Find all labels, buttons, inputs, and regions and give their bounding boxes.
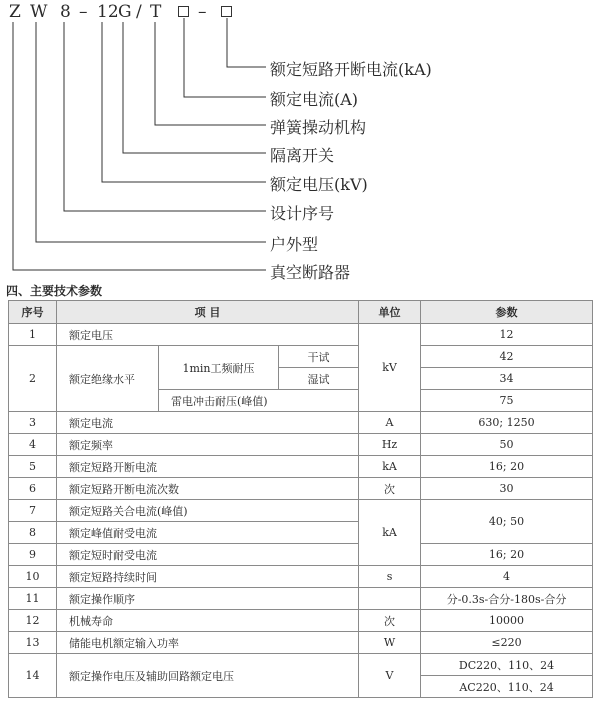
leader-isolator	[123, 22, 266, 153]
cell-no: 14	[9, 654, 57, 698]
cell-no: 9	[9, 544, 57, 566]
table-row	[9, 456, 593, 478]
cell-dry-test: 干试	[279, 346, 359, 368]
cell-item: 额定短路关合电流(峰值)	[57, 500, 359, 522]
table-row	[9, 434, 593, 456]
spec-table	[8, 300, 593, 698]
cell-value: 10000	[421, 610, 593, 632]
table-row	[9, 654, 593, 676]
cell-no: 4	[9, 434, 57, 456]
legend-isolator: 隔离开关	[270, 146, 335, 165]
cell-unit: A	[359, 412, 421, 434]
cell-no: 8	[9, 522, 57, 544]
cell-value: ≤220	[421, 632, 593, 654]
cell-value: AC220、110、24	[421, 676, 593, 698]
cell-no: 12	[9, 610, 57, 632]
table-row	[9, 566, 593, 588]
cell-no: 11	[9, 588, 57, 610]
section-title: 四、主要技术参数	[6, 284, 103, 298]
cell-value: 30	[421, 478, 593, 500]
cell-unit: W	[359, 632, 421, 654]
legend-design-no: 设计序号	[270, 204, 335, 223]
cell-no: 13	[9, 632, 57, 654]
cell-value: 50	[421, 434, 593, 456]
cell-no: 1	[9, 324, 57, 346]
cell-value: 75	[421, 390, 593, 412]
leader-breaking-current	[227, 18, 266, 67]
cell-value: 42	[421, 346, 593, 368]
table-row	[9, 412, 593, 434]
cell-no: 2	[9, 346, 57, 412]
cell-no: 7	[9, 500, 57, 522]
code-w: W	[30, 2, 48, 22]
code-12: 12	[97, 2, 119, 22]
cell-value: 34	[421, 368, 593, 390]
legend-breaking-current: 额定短路开断电流(kA)	[270, 60, 432, 79]
cell-unit: kV	[359, 324, 421, 412]
cell-item: 额定绝缘水平	[57, 346, 159, 412]
cell-unit: 次	[359, 610, 421, 632]
table-header-row	[9, 301, 593, 324]
cell-item: 额定电流	[57, 412, 359, 434]
legend-rated-current: 额定电流(A)	[270, 90, 359, 109]
cell-item: 储能电机额定输入功率	[57, 632, 359, 654]
cell-value: 630; 1250	[421, 412, 593, 434]
cell-item: 额定操作顺序	[57, 588, 359, 610]
table-row	[9, 346, 593, 368]
code-dash-1: –	[79, 2, 88, 22]
cell-no: 3	[9, 412, 57, 434]
cell-item: 额定短路持续时间	[57, 566, 359, 588]
cell-item: 机械寿命	[57, 610, 359, 632]
legend-vacuum-breaker: 真空断路器	[270, 263, 351, 282]
cell-item: 额定电压	[57, 324, 359, 346]
cell-item: 额定短路开断电流	[57, 456, 359, 478]
cell-item: 额定短路开断电流次数	[57, 478, 359, 500]
cell-unit: Hz	[359, 434, 421, 456]
cell-no: 10	[9, 566, 57, 588]
cell-value: 16; 20	[421, 544, 593, 566]
table-row	[9, 632, 593, 654]
header-item: 项 目	[57, 301, 359, 324]
cell-no: 6	[9, 478, 57, 500]
cell-unit	[359, 588, 421, 610]
table-row	[9, 478, 593, 500]
cell-unit: kA	[359, 500, 421, 566]
header-unit: 单位	[359, 301, 421, 324]
code-t: T	[150, 2, 162, 22]
header-no: 序号	[9, 301, 57, 324]
code-8: 8	[60, 2, 71, 22]
table-row	[9, 610, 593, 632]
code-dash-2: –	[198, 2, 207, 22]
legend-outdoor: 户外型	[270, 235, 319, 254]
cell-unit: V	[359, 654, 421, 698]
table-row	[9, 500, 593, 522]
cell-unit: s	[359, 566, 421, 588]
code-g: G	[118, 2, 132, 22]
cell-value: 16; 20	[421, 456, 593, 478]
cell-value: 4	[421, 566, 593, 588]
cell-item: 额定峰值耐受电流	[57, 522, 359, 544]
leader-spring-mechanism	[155, 22, 266, 125]
code-slash: /	[136, 2, 142, 22]
cell-value: 分-0.3s-合分-180s-合分	[421, 588, 593, 610]
cell-value: 40; 50	[421, 500, 593, 544]
leader-outdoor	[36, 22, 266, 242]
leader-vacuum	[13, 22, 266, 270]
cell-value: 12	[421, 324, 593, 346]
table-row	[9, 324, 593, 346]
cell-item: 额定频率	[57, 434, 359, 456]
cell-no: 5	[9, 456, 57, 478]
cell-unit: kA	[359, 456, 421, 478]
legend-spring-mechanism: 弹簧操动机构	[270, 118, 367, 137]
cell-item: 额定操作电压及辅助回路额定电压	[57, 654, 359, 698]
cell-item: 额定短时耐受电流	[57, 544, 359, 566]
header-value: 参数	[421, 301, 593, 324]
code-z: Z	[9, 2, 21, 22]
legend-rated-voltage: 额定电压(kV)	[270, 175, 368, 194]
cell-value: DC220、110、24	[421, 654, 593, 676]
cell-wet-test: 湿试	[279, 368, 359, 390]
table-row	[9, 588, 593, 610]
cell-subitem: 雷电冲击耐压(峰值)	[159, 390, 359, 412]
cell-subitem: 1min工频耐压	[159, 346, 279, 390]
table-row	[9, 544, 593, 566]
leader-design-no	[64, 22, 266, 211]
leader-rated-current	[184, 18, 266, 97]
cell-unit: 次	[359, 478, 421, 500]
